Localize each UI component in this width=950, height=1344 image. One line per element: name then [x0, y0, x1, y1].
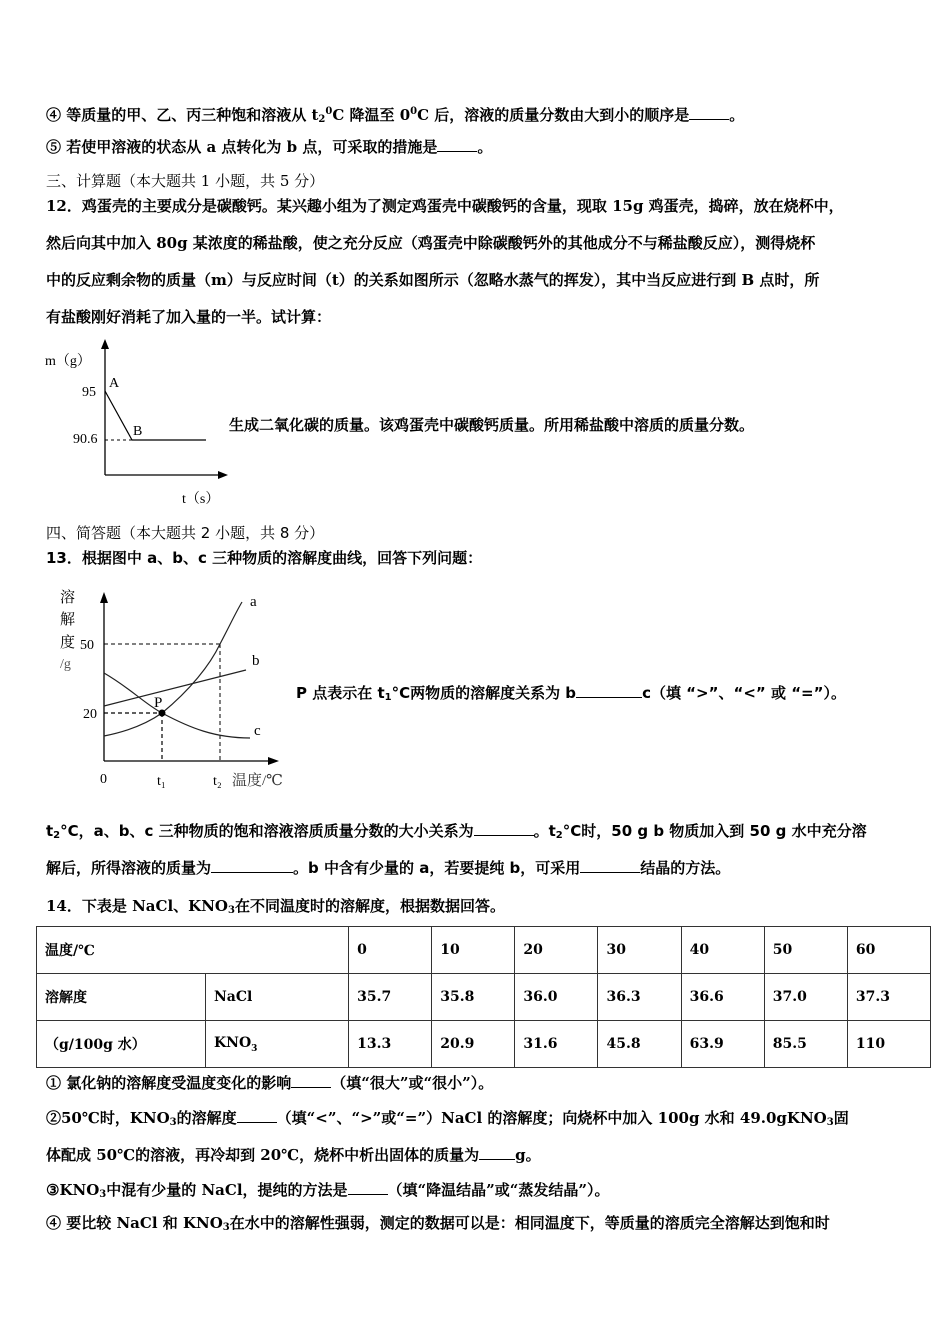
q12-tasks: 生成二氧化碳的质量。该鸡蛋壳中碳酸钙质量。所用稀盐酸中溶质的质量分数。 — [229, 416, 755, 434]
subscript: 3 — [251, 1043, 258, 1054]
q12-line4: 有盐酸刚好消耗了加入量的一半。试计算： — [46, 308, 332, 326]
y-label-char: 度 — [60, 635, 76, 651]
point-a-label: A — [109, 376, 120, 391]
text: 体配成 50℃的溶液，再冷却到 20℃，烧杯中析出固体的质量为 — [46, 1146, 480, 1164]
value-cell: 110 — [847, 1021, 930, 1068]
answer-blank[interactable] — [437, 137, 477, 152]
value-cell: 36.3 — [598, 974, 681, 1021]
temp-cell: 20 — [515, 927, 598, 974]
text: g。 — [515, 1146, 541, 1164]
answer-blank[interactable] — [291, 1073, 331, 1088]
answer-blank[interactable] — [479, 1145, 515, 1160]
q14-item1 — [46, 1073, 493, 1093]
text: ④ 要比较 NaCl 和 KNO — [46, 1214, 223, 1232]
text: ②50℃时，KNO — [46, 1109, 170, 1127]
point-b-label: B — [133, 424, 143, 439]
y-label-unit: /g — [60, 657, 71, 672]
temp-cell: 30 — [598, 927, 681, 974]
value-cell: 35.7 — [349, 974, 432, 1021]
q14-item3 — [46, 1180, 610, 1205]
subscript: 2 — [318, 114, 326, 125]
text: P 点表示在 t — [296, 684, 385, 702]
answer-blank[interactable] — [576, 683, 642, 698]
header-label-cell: 温度/℃ — [37, 927, 349, 974]
row-label-cell: 溶解度 — [37, 974, 206, 1021]
q14-item4 — [46, 1213, 830, 1238]
x-axis-label: 温度/℃ — [232, 773, 283, 789]
row-label-cell: （g/100g 水） — [37, 1021, 206, 1068]
temp-cell: 40 — [681, 927, 764, 974]
q12-line3: 中的反应剩余物的质量（m）与反应时间（t）的关系如图所示（忽略水蒸气的挥发），其中当反应进行到 B 点时，所 — [46, 271, 820, 289]
text: （填“降温结晶”或“蒸发结晶”）。 — [387, 1181, 610, 1199]
value-cell: 13.3 — [349, 1021, 432, 1068]
table-row — [37, 927, 931, 974]
subscript: 1 — [384, 692, 392, 703]
point-p-label: P — [154, 695, 163, 711]
q13-line3 — [46, 858, 730, 878]
q12-line1: 12．鸡蛋壳的主要成分是碳酸钙。某兴趣小组为了测定鸡蛋壳中碳酸钙的含量，现取 15g 鸡蛋壳，捣碎，放在烧杯中， — [46, 197, 844, 215]
value-cell: 45.8 — [598, 1021, 681, 1068]
temp-cell: 50 — [764, 927, 847, 974]
text: （填“很大”或“很小”）。 — [331, 1074, 494, 1092]
text: °C，a、b、c 三种物质的饱和溶液溶质质量分数的大小关系为 — [60, 822, 474, 840]
text: ③KNO — [46, 1181, 100, 1199]
text: 。t — [533, 822, 556, 840]
q12-line2: 然后向其中加入 80g 某浓度的稀盐酸，使之充分反应（鸡蛋壳中除碳酸钙外的其他成分不与稀盐酸反应），测得烧杯 — [46, 234, 816, 252]
answer-blank[interactable] — [237, 1108, 277, 1123]
mass-time-graph — [40, 335, 240, 515]
q14-item2-line2 — [46, 1145, 541, 1165]
solubility-curve-graph — [40, 580, 300, 800]
text: 14．下表是 NaCl、KNO — [46, 897, 228, 915]
y-tick-20: 20 — [83, 707, 97, 722]
text: 。 — [729, 106, 745, 124]
q11-item4 — [46, 102, 744, 130]
q14-item2 — [46, 1108, 849, 1133]
curve-b-label: b — [252, 653, 260, 669]
subscript: 3 — [227, 905, 235, 916]
text: （填“<”、“>”或“=”）NaCl 的溶解度；向烧杯中加入 100g 水和 49.0gKNO — [276, 1109, 827, 1127]
value-cell: 31.6 — [515, 1021, 598, 1068]
section-4-title: 四、简答题（本大题共 2 小题，共 8 分） — [46, 524, 325, 542]
q11-item5 — [46, 137, 492, 157]
text: 在水中的溶解性强弱，测定的数据可以是：相同温度下，等质量的溶质完全溶解达到饱和时 — [229, 1214, 830, 1232]
y-value-90-6: 90.6 — [73, 432, 98, 447]
subscript: 3 — [99, 1189, 107, 1200]
text: 。b 中含有少量的 a，若要提纯 b，可采用 — [293, 859, 581, 877]
substance-cell: NaCl — [206, 974, 349, 1021]
y-label-char: 溶 — [60, 590, 76, 606]
answer-blank[interactable] — [580, 858, 640, 873]
text: C 后，溶液的质量分数由大到小的顺序是 — [417, 106, 690, 124]
y-label-char: 解 — [60, 612, 76, 628]
text: 中混有少量的 NaCl，提纯的方法是 — [106, 1181, 348, 1199]
text: ⑤ 若使甲溶液的状态从 a 点转化为 b 点，可采取的措施是 — [46, 138, 438, 156]
answer-blank[interactable] — [689, 105, 729, 120]
temp-cell: 0 — [349, 927, 432, 974]
q13-line2 — [46, 821, 867, 846]
section-3-title: 三、计算题（本大题共 1 小题，共 5 分） — [46, 172, 325, 190]
text: ④ 等质量的甲、乙、丙三种饱和溶液从 t — [46, 106, 319, 124]
text: c（填 “>”、“<” 或 “=”）。 — [642, 684, 846, 702]
value-cell: 63.9 — [681, 1021, 764, 1068]
text: t — [46, 822, 54, 840]
curve-a-label: a — [250, 594, 257, 610]
value-cell: 36.0 — [515, 974, 598, 1021]
q13-stem: 13．根据图中 a、b、c 三种物质的溶解度曲线，回答下列问题： — [46, 549, 483, 567]
text: 解后，所得溶液的质量为 — [46, 859, 212, 877]
answer-blank[interactable] — [348, 1180, 388, 1195]
text: C 降温至 0 — [332, 106, 411, 124]
value-cell: 85.5 — [764, 1021, 847, 1068]
table-row — [37, 1021, 931, 1068]
t1-label: t₁ — [157, 774, 166, 789]
value-cell: 36.6 — [681, 974, 764, 1021]
q14-stem — [46, 896, 505, 921]
text: °C时，50 g b 物质加入到 50 g 水中充分溶 — [562, 822, 867, 840]
y-value-95: 95 — [82, 385, 96, 400]
superscript: 0 — [325, 106, 333, 117]
answer-blank[interactable] — [474, 821, 534, 836]
superscript: 0 — [410, 106, 418, 117]
subscript: 2 — [53, 830, 61, 841]
q13-p-question — [296, 683, 846, 708]
text: 结晶的方法。 — [640, 859, 731, 877]
value-cell: 37.3 — [847, 974, 930, 1021]
text: °C两物质的溶解度关系为 b — [391, 684, 577, 702]
x-axis-label: t（s） — [182, 492, 220, 507]
substance-cell — [206, 1021, 349, 1068]
value-cell: 35.8 — [432, 974, 515, 1021]
text: 。 — [477, 138, 493, 156]
value-cell: 37.0 — [764, 974, 847, 1021]
value-cell: 20.9 — [432, 1021, 515, 1068]
subscript: 3 — [826, 1117, 834, 1128]
text: 的溶解度 — [176, 1109, 237, 1127]
answer-blank[interactable] — [211, 858, 293, 873]
text: ① 氯化钠的溶解度受温度变化的影响 — [46, 1074, 292, 1092]
y-tick-50: 50 — [80, 638, 94, 653]
text: 固 — [833, 1109, 849, 1127]
temp-cell: 60 — [847, 927, 930, 974]
text: 在不同温度时的溶解度，根据数据回答。 — [234, 897, 505, 915]
curve-c-label: c — [254, 723, 261, 739]
t2-label: t₂ — [213, 774, 222, 789]
subscript: 2 — [555, 830, 563, 841]
subscript: 3 — [169, 1117, 177, 1128]
solubility-table — [36, 926, 931, 1068]
table-row — [37, 974, 931, 1021]
origin-label: 0 — [100, 772, 107, 787]
text: KNO — [214, 1034, 252, 1051]
subscript: 3 — [222, 1222, 230, 1233]
temp-cell: 10 — [432, 927, 515, 974]
y-axis-label: m（g） — [45, 354, 91, 369]
